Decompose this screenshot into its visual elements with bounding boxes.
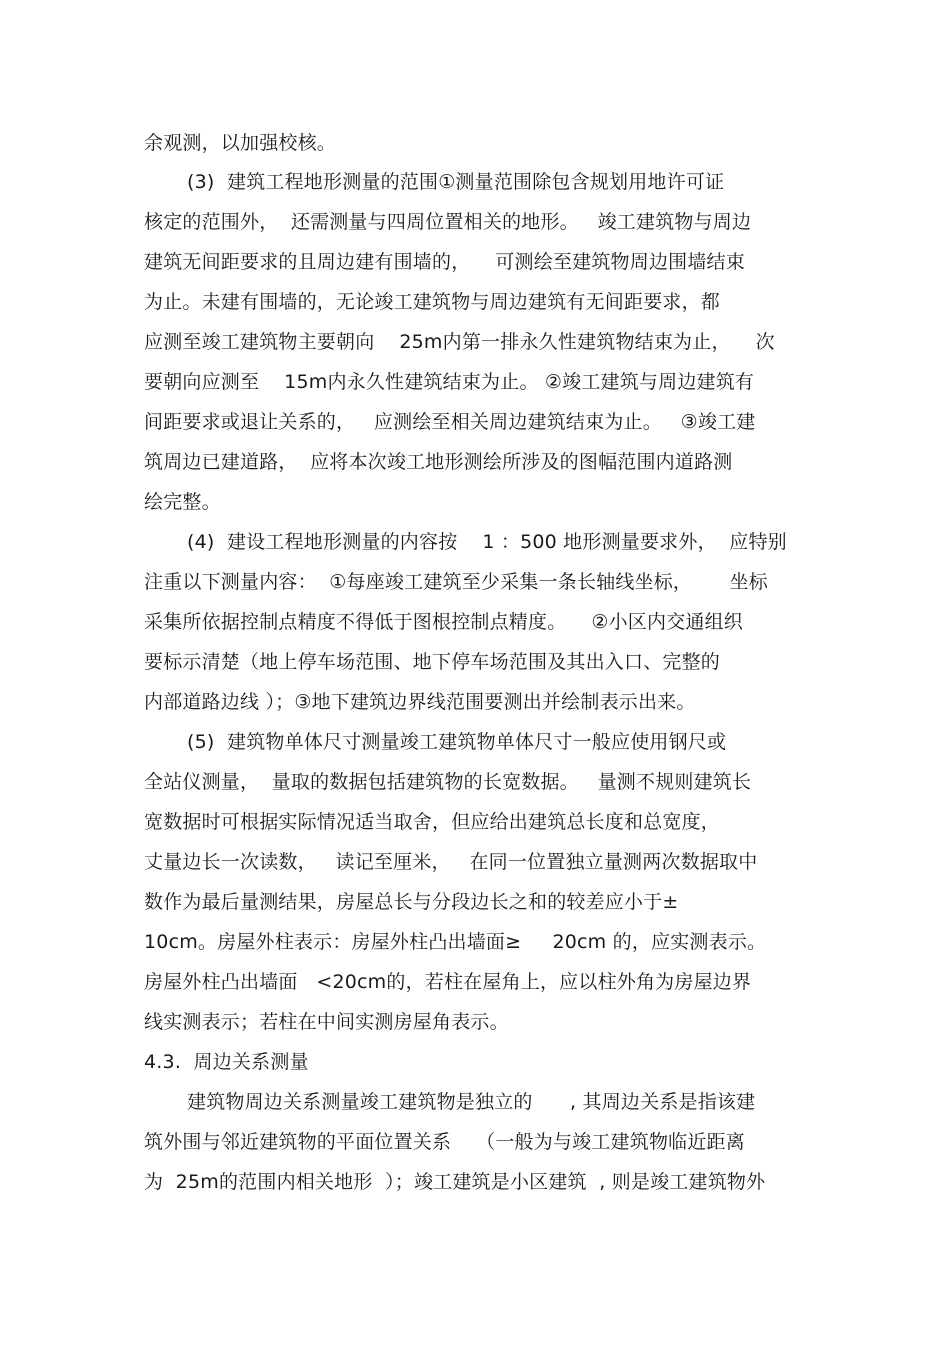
- text-line: 全站仪测量， 量取的数据包括建筑物的长宽数据。 量测不规则建筑长: [144, 771, 752, 793]
- text-line: 核定的范围外， 还需测量与四周位置相关的地形。 竣工建筑物与周边: [144, 211, 752, 233]
- text-line: 筑周边已建道路， 应将本次竣工地形测绘所涉及的图幅范围内道路测: [144, 451, 733, 473]
- paragraph-5-heading-line: (5) 建筑物单体尺寸测量竣工建筑物单体尺寸一般应使用钢尺或: [187, 731, 727, 753]
- text-line: 为止。未建有围墙的，无论竣工建筑物与周边建筑有无间距要求，都: [144, 291, 721, 313]
- text-line: 要朝向应测至 15m内永久性建筑结束为止。 ②竣工建筑与周边建筑有: [144, 371, 755, 393]
- text-line: 建筑物周边关系测量竣工建筑物是独立的 , 其周边关系是指该建: [187, 1091, 756, 1113]
- text-line: 宽数据时可根据实际情况适当取舍，但应给出建筑总长度和总宽度，: [144, 811, 721, 833]
- text-line: 采集所依据控制点精度不得低于图根控制点精度。 ②小区内交通组织: [144, 611, 743, 633]
- text-line: 丈量边长一次读数， 读记至厘米， 在同一位置独立量测两次数据取中: [144, 851, 758, 873]
- text-line: 注重以下测量内容： ①每座竣工建筑至少采集一条长轴线坐标， 坐标: [144, 571, 768, 593]
- text-line: 建筑无间距要求的且周边建有围墙的， 可测绘至建筑物周边围墙结束: [144, 251, 745, 273]
- text-line: 筑外围与邻近建筑物的平面位置关系 （一般为与竣工建筑物临近距离: [144, 1131, 745, 1153]
- text-line: 要标示清楚（地上停车场范围、地下停车场范围及其出入口、完整的: [144, 651, 721, 673]
- paragraph-4-heading-line: (4) 建设工程地形测量的内容按 1 ：500 地形测量要求外， 应特别: [187, 531, 787, 553]
- text-line: 数作为最后量测结果，房屋总长与分段边长之和的较差应小于±: [144, 891, 679, 913]
- text-line: 内部道路边线 ）；③地下建筑边界线范围要测出并绘制表示出来。: [144, 691, 696, 713]
- paragraph-3-heading-line: (3) 建筑工程地形测量的范围①测量范围除包含规划用地许可证: [187, 171, 725, 193]
- text-line: 绘完整。: [144, 491, 221, 513]
- text-line: 为 25m的范围内相关地形 ）；竣工建筑是小区建筑 , 则是竣工建筑物外: [144, 1171, 766, 1193]
- text-line: 线实测表示；若柱在中间实测房屋角表示。: [144, 1011, 509, 1033]
- text-line: 10cm。房屋外柱表示：房屋外柱凸出墙面≥ 20cm 的，应实测表示。: [144, 931, 767, 953]
- section-heading-4-3: 4.3. 周边关系测量: [144, 1051, 309, 1073]
- text-line: 房屋外柱凸出墙面 <20cm的，若柱在屋角上，应以柱外角为房屋边界: [144, 971, 752, 993]
- text-line: 间距要求或退让关系的， 应测绘至相关周边建筑结束为止。 ③竣工建: [144, 411, 756, 433]
- text-line: 余观测，以加强校核。: [144, 132, 337, 154]
- text-line: 应测至竣工建筑物主要朝向 25m内第一排永久性建筑物结束为止， 次: [144, 331, 775, 353]
